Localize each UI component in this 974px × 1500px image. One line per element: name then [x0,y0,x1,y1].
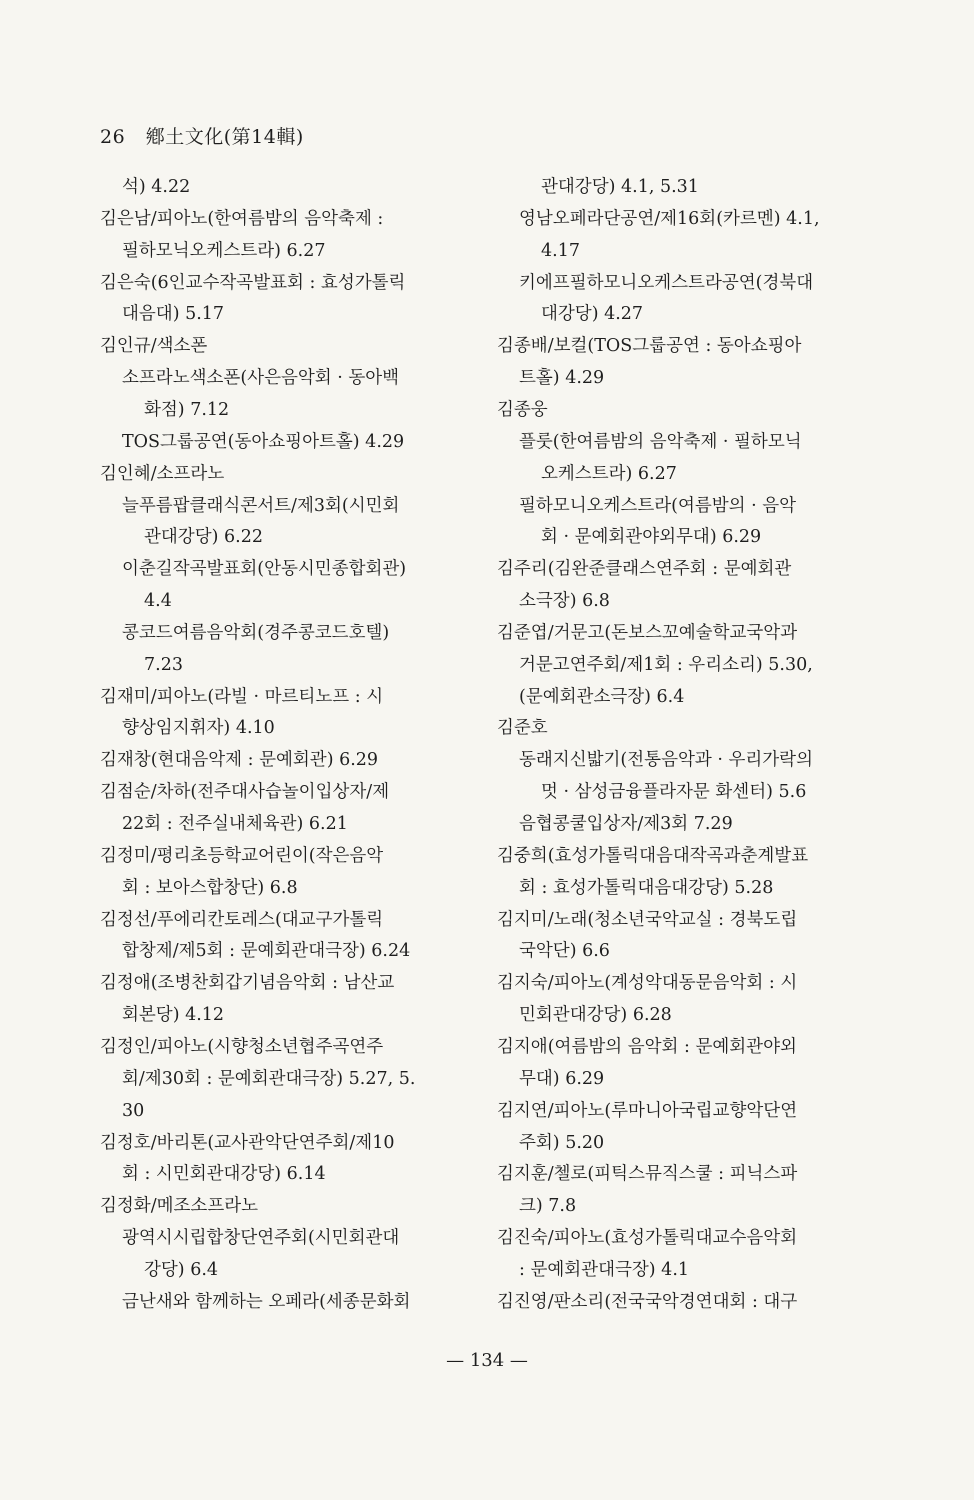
entry-line: 회 · 문예회관야외무대) 6.29 [541,527,762,548]
running-header [100,122,304,149]
entry-line: 음협콩쿨입상자/제3회 7.29 [519,814,733,834]
entry-line: 무대) 6.29 [519,1068,605,1089]
entry-line: 회 : 시민회관대강당) 6.14 [122,1164,326,1185]
entry-line: 금난새와 함께하는 오페라(세종문화회 [122,1291,411,1312]
entry-line: TOS그룹공연(동아쇼핑아트홀) 4.29 [122,431,405,452]
entry-line: 강당) 6.4 [144,1259,219,1280]
entry-heading: 김은남/피아노(한여름밤의 음악축제 : [100,208,384,229]
entry-heading: 김종배/보컬(TOS그룹공연 : 동아쇼핑아 [497,336,802,357]
entry-line: 국악단) 6.6 [519,941,610,962]
entry-line: 향상임지휘자) 4.10 [122,718,275,739]
entry-heading: 김인혜/소프라노 [100,463,225,484]
entry-line: 소프라노색소폰(사은음악회 · 동아백 [122,368,400,389]
entry-line: 이춘길작곡발표회(안동시민종합회관) [122,559,407,580]
entry-line: (문예회관소극장) 6.4 [519,686,685,707]
entry-line: 4.17 [541,240,580,261]
entry-line: 오케스트라) 6.27 [541,463,677,484]
header-title: 鄕土文化(第14輯) [145,126,304,148]
entry-heading: 김지미/노래(청소년국악교실 : 경북도립 [497,909,798,930]
entry-heading: 김지연/피아노(루마니아국립교향악단연 [497,1100,798,1121]
entry-heading: 김준호 [497,718,548,739]
entry-heading: 김종웅 [497,399,548,420]
entry-line: 회본당) 4.12 [122,1005,225,1026]
entry-heading: 김중희(효성가톨릭대음대작곡과춘계발표 [497,845,809,866]
entry-line: 거문고연주회/제1회 : 우리소리) 5.30, [519,654,813,675]
entry-heading: 김정인/피아노(시향청소년협주곡연주 [100,1036,384,1057]
entry-line: 동래지신밟기(전통음악과 · 우리가락의 [519,750,813,771]
entry-heading: 김진영/판소리(전국국악경연대회 : 대구 [497,1291,798,1312]
entry-heading: 김주리(김완준클래스연주회 : 문예회관 [497,559,792,580]
entry-line: 대음대) 5.17 [122,304,225,325]
entry-line: 플룻(한여름밤의 음악축제 · 필하모닉 [519,431,802,452]
entry-line: 관대강당) 4.1, 5.31 [541,177,699,197]
entry-heading: 김정화/메조소프라노 [100,1196,259,1217]
entry-heading: 김진숙/피아노(효성가톨릭대교수음악회 [497,1228,798,1249]
entry-line: 주회) 5.20 [519,1132,605,1153]
entry-heading: 김정호/바리톤(교사관악단연주회/제10 [100,1132,395,1153]
entry-line: 합창제/제5회 : 문예회관대극장) 6.24 [122,941,411,962]
entry-line: 30 [122,1100,145,1121]
entry-heading: 김정선/푸에리칸토레스(대교구가톨릭 [100,909,384,930]
page-footer: — 134 — [446,1350,528,1371]
entry-heading: 김준엽/거문고(돈보스꼬예술학교국악과 [497,622,798,643]
entry-heading: 김점순/차하(전주대사습놀이입상자/제 [100,782,390,803]
entry-line: 소극장) 6.8 [519,591,610,612]
entry-heading: 김재창(현대음악제 : 문예회관) 6.29 [100,750,379,771]
entry-line: 회 : 보아스합창단) 6.8 [122,877,298,898]
entry-line: 관대강당) 6.22 [144,527,263,548]
entry-line: 영남오페라단공연/제16회(카르멘) 4.1, [519,208,820,229]
entry-line: 민회관대강당) 6.28 [519,1005,672,1026]
entry-line: 멋 · 삼성금융플라자문 화센터) 5.6 [541,782,807,803]
entry-line: 필하모니오케스트라(여름밤의 · 음악 [519,495,797,516]
entry-heading: 김인규/색소폰 [100,336,208,357]
entry-line: 4.4 [144,591,172,612]
entry-line: 화점) 7.12 [144,399,230,420]
entry-line: 회 : 효성가톨릭대음대강당) 5.28 [519,877,774,898]
entry-heading: 김지숙/피아노(계성악대동문음악회 : 시 [497,973,798,994]
entry-line: 트홀) 4.29 [519,368,605,389]
entry-line: 콩코드여름음악회(경주콩코드호텔) [122,622,390,643]
entry-line: 광역시시립합창단연주회(시민회관대 [122,1228,400,1249]
entry-heading: 김정애(조병찬회갑기념음악회 : 남산교 [100,973,395,994]
entry-line: 늘푸름팝클래식콘서트/제3회(시민회 [122,495,400,516]
entry-heading: 김재미/피아노(라빌 · 마르티노프 : 시 [100,686,384,707]
entry-line: : 문예회관대극장) 4.1 [519,1259,690,1280]
entry-line: 회/제30회 : 문예회관대극장) 5.27, 5. [122,1068,416,1089]
entry-line: 크) 7.8 [519,1196,577,1217]
entry-heading: 김정미/평리초등학교어린이(작은음악 [100,845,384,866]
entry-line: 석) 4.22 [122,177,191,197]
header-page-number: 26 [100,126,126,148]
entry-line: 22회 : 전주실내체육관) 6.21 [122,814,348,834]
entry-line: 필하모닉오케스트라) 6.27 [122,240,326,261]
entry-heading: 김지애(여름밤의 음악회 : 문예회관야외 [497,1036,797,1057]
entry-line: 7.23 [144,654,183,675]
entry-line: 키에프필하모니오케스트라공연(경북대 [519,272,814,293]
entry-line: 대강당) 4.27 [541,304,644,325]
entry-heading: 김지훈/첼로(피틱스뮤직스쿨 : 피닉스파 [497,1164,798,1185]
entry-heading: 김은숙(6인교수작곡발표회 : 효성가톨릭 [100,272,406,293]
